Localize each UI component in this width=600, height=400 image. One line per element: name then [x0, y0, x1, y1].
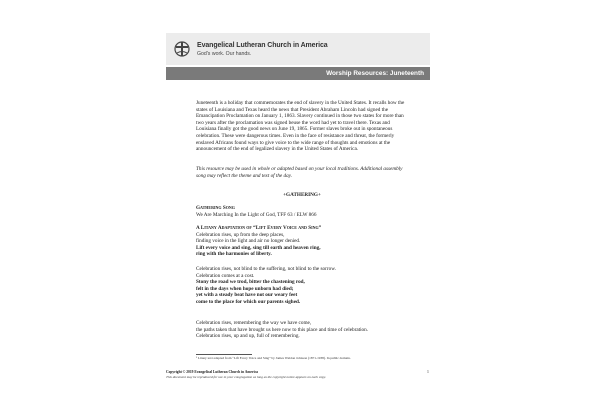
litany-line: Celebration rises, up from the deep places, [196, 231, 285, 238]
intro-paragraph: Juneteenth is a holiday that commemorates the end of slavery in the United States. It recalls how the states of Louisiana and Texas heard the news that President Abraham Lincoln had signed the Emancipation Proclamation on January 1, 1863. Slavery continued in those two states for more than two years after the proclamation was signed beuse the word had yet to travel there. Texas and Louisiana finally got the good news on June 19, 1865. Former slaves broke out in spontaneous celebration. These were dangerous times. Even in the face of resistance and threat, the formerly enslaved Africans found ways to give voice to the wide range of thoughts and emotions at the announcement of the end of legalized slavery in the United States of America. [196, 100, 405, 153]
document-header [166, 33, 430, 85]
title-bar [166, 67, 430, 80]
elca-cross-logo-icon [174, 40, 190, 58]
litany-line: the paths taken that have brought us here now to this place and time of celebration. [196, 326, 368, 333]
section-heading: +GATHERING+ [283, 192, 321, 198]
gathering-song-heading: Gathering Song [196, 205, 235, 211]
gathering-song-block [196, 205, 408, 218]
footnote-divider [196, 354, 252, 355]
litany-line: Celebration rises, up and up, full of remembering. [196, 333, 300, 339]
litany-response: yet with a steady beat have not our weary feet [196, 292, 298, 298]
litany-stanza-3 [196, 320, 408, 340]
resource-title: Worship Resources: Juneteenth [326, 69, 424, 77]
litany-response: Stony the road we trod, bitter the chastening rod, [196, 279, 305, 285]
org-tagline: God's work. Our hands. [197, 51, 252, 57]
litany-response: Lift every voice and sing, sing till earth and heaven ring, [196, 244, 321, 251]
litany-heading: A Litany Adaptation of “Lift Every Voice and Sing” [196, 225, 322, 231]
litany-line: Celebration rises, not blind to the suffering, not blind to the sorrow. [196, 266, 336, 272]
footnote: ¹ Litany text adapted from “Lift Every Voice and Sing” by James Weldon Johnson (1871-1938). In public domain. [196, 356, 351, 360]
litany-stanza-2 [196, 266, 408, 305]
litany-response: ring with the harmonies of liberty. [196, 251, 272, 257]
copyright-line: Copyright © 2019 Evangelical Lutheran Church in America [166, 370, 258, 374]
litany-response: come to the place for which our parents sighed. [196, 298, 301, 305]
litany-response: felt in the days when hope unborn had died; [196, 285, 294, 292]
header-banner [166, 33, 430, 65]
permission-line: This document may be reproduced for use in your congregation as long as the copyright notice appears on each copy. [166, 375, 326, 379]
page-number: 1 [427, 370, 429, 374]
gathering-song-title: We Are Marching In the Light of God, TFF 63 / ELW 866 [196, 211, 317, 218]
org-name: Evangelical Lutheran Church in America [197, 42, 328, 49]
litany-line: finding voice in the light and air no longer denied. [196, 238, 301, 244]
usage-note: This resource may be used in whole or adapted based on your local traditions. Additional assembly song may reflect the theme and text of the day. [196, 166, 403, 179]
litany-block [196, 225, 408, 258]
litany-line: Celebration rises, remembering the way we have come, [196, 320, 312, 326]
intro-block [196, 100, 408, 154]
litany-line: Celebration comes at a cost. [196, 272, 255, 279]
